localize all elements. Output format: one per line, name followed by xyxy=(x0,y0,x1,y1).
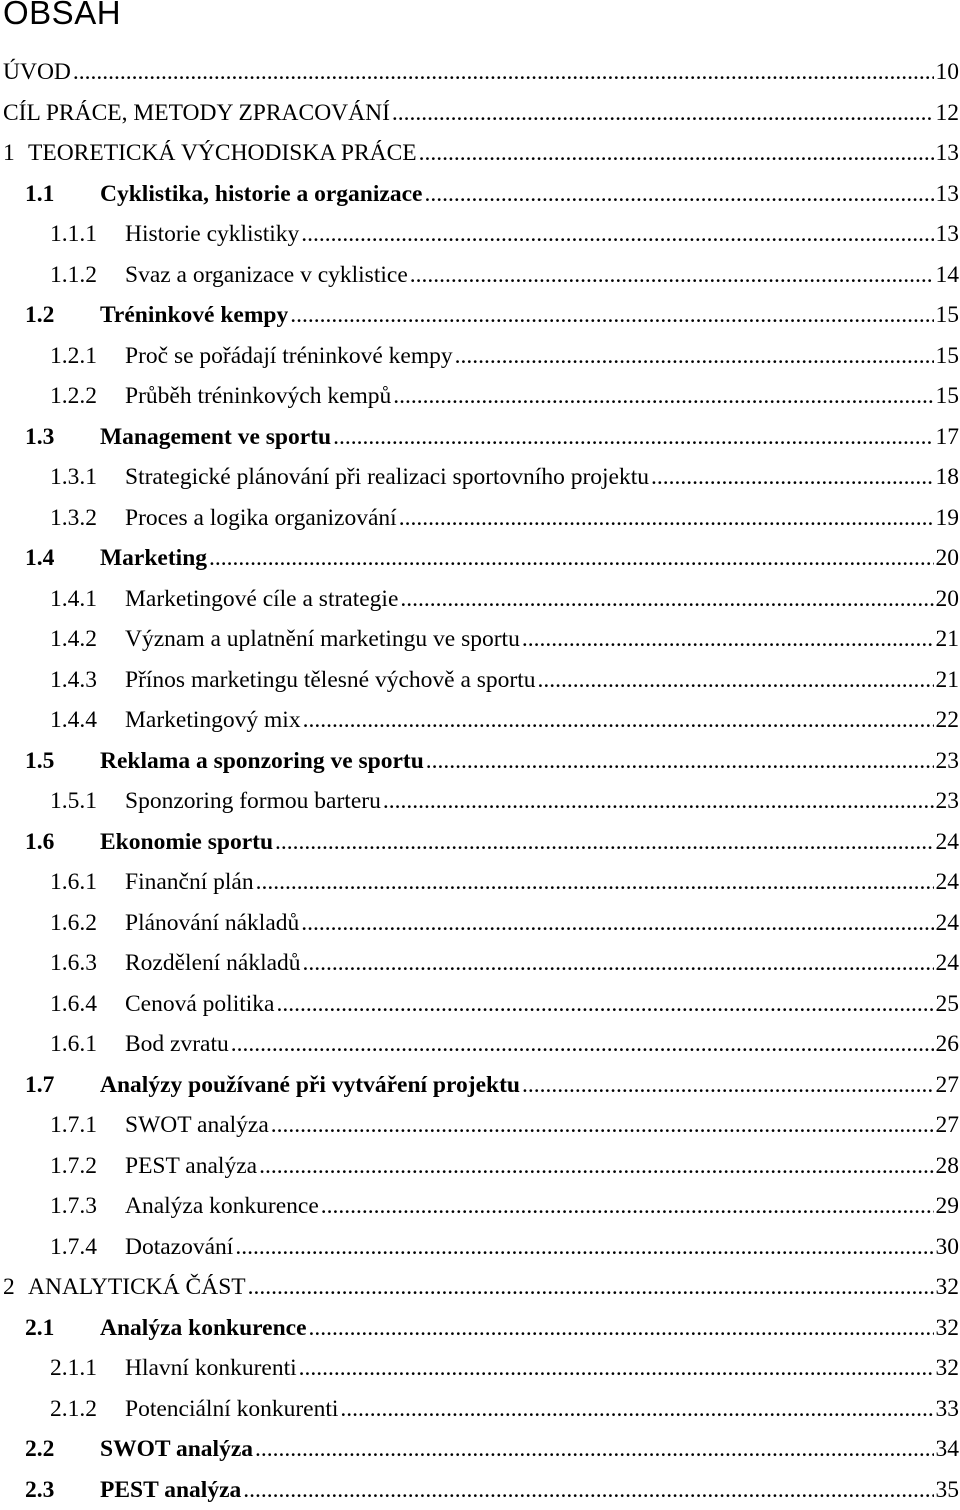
dot-leader xyxy=(309,1308,934,1348)
dot-leader xyxy=(231,1024,934,1064)
toc-entry-number: 1.1 xyxy=(25,174,100,214)
toc-entry[interactable] xyxy=(0,457,960,497)
toc-entry-number: 2.1.1 xyxy=(50,1348,125,1388)
toc-entry-page: 27 xyxy=(936,1065,960,1105)
toc-entry-number: 1.2.2 xyxy=(50,376,125,416)
toc-entry[interactable] xyxy=(0,619,960,659)
toc-entry-number: 1.7.3 xyxy=(50,1186,125,1226)
toc-entry-number: 1.4.4 xyxy=(50,700,125,740)
toc-entry-page: 25 xyxy=(936,984,960,1024)
toc-entry-title: Proč se pořádají tréninkové kempy xyxy=(125,336,453,376)
toc-entry-number: 1.7.2 xyxy=(50,1146,125,1186)
toc-entry-number: 1.2 xyxy=(25,295,100,335)
toc-entry[interactable] xyxy=(0,174,960,214)
toc-entry[interactable] xyxy=(0,1470,960,1510)
toc-entry-title: Rozdělení nákladů xyxy=(125,943,301,983)
toc-entry-page: 33 xyxy=(936,1389,960,1429)
toc-entry[interactable] xyxy=(0,1065,960,1105)
dot-leader xyxy=(424,174,933,214)
dot-leader xyxy=(235,1227,933,1267)
toc-entry-title: Přínos marketingu tělesné výchově a sportu xyxy=(125,660,536,700)
toc-entry-number: 1.4.3 xyxy=(50,660,125,700)
toc-entry[interactable] xyxy=(0,943,960,983)
toc-entry-page: 26 xyxy=(936,1024,960,1064)
toc-entry[interactable] xyxy=(0,781,960,821)
dot-leader xyxy=(275,822,933,862)
toc-entry-page: 15 xyxy=(936,295,960,335)
toc-entry[interactable] xyxy=(0,903,960,943)
toc-entry[interactable] xyxy=(0,295,960,335)
dot-leader xyxy=(276,984,933,1024)
toc-entry-page: 32 xyxy=(936,1267,960,1307)
toc-entry-number: 1.7.1 xyxy=(50,1105,125,1145)
toc-entry-number: 1.3.1 xyxy=(50,457,125,497)
dot-leader xyxy=(400,579,933,619)
dot-leader xyxy=(538,660,934,700)
dot-leader xyxy=(410,255,934,295)
toc-entry-title: Bod zvratu xyxy=(125,1024,229,1064)
toc-entry-page: 19 xyxy=(936,498,960,538)
toc-entry-page: 34 xyxy=(936,1429,960,1469)
toc-entry-title: Management ve sportu xyxy=(100,417,331,457)
toc-entry-page: 17 xyxy=(936,417,960,457)
toc-entry-title: Průběh tréninkových kempů xyxy=(125,376,391,416)
toc-entry-page: 24 xyxy=(936,903,960,943)
toc-entry-title: SWOT analýza xyxy=(100,1429,253,1469)
toc-entry[interactable] xyxy=(0,93,960,133)
toc-entry-number: 1.6.1 xyxy=(50,1024,125,1064)
dot-leader xyxy=(393,376,933,416)
toc-entry-number: 1.1.1 xyxy=(50,214,125,254)
toc-entry-title: Sponzoring formou barteru xyxy=(125,781,381,821)
toc-entry-page: 24 xyxy=(936,943,960,983)
dot-leader xyxy=(243,1470,933,1510)
toc-entry-title: Strategické plánování při realizaci sportovního projektu xyxy=(125,457,649,497)
toc-entry-page: 27 xyxy=(936,1105,960,1145)
toc-entry-title: PEST analýza xyxy=(100,1470,241,1510)
dot-leader xyxy=(303,700,934,740)
toc-entry-title: PEST analýza xyxy=(125,1146,257,1186)
toc-entry-number: 1.4 xyxy=(25,538,100,578)
toc-entry-page: 13 xyxy=(936,214,960,254)
toc-entry-page: 28 xyxy=(936,1146,960,1186)
toc-entry[interactable] xyxy=(0,538,960,578)
toc-entry-page: 18 xyxy=(936,457,960,497)
dot-leader xyxy=(522,619,934,659)
toc-entry-number: 1.5.1 xyxy=(50,781,125,821)
toc-entry-title: Historie cyklistiky xyxy=(125,214,299,254)
dot-leader xyxy=(301,903,933,943)
toc-entry-title: Finanční plán xyxy=(125,862,254,902)
toc-entry[interactable] xyxy=(0,52,960,92)
toc-entry-page: 21 xyxy=(936,619,960,659)
toc-entry-title: Reklama a sponzoring ve sportu xyxy=(100,741,424,781)
toc-entry[interactable] xyxy=(0,1105,960,1145)
toc-entry[interactable] xyxy=(0,498,960,538)
toc-entry-title: Dotazování xyxy=(125,1227,233,1267)
toc-entry-page: 13 xyxy=(936,174,960,214)
toc-entry-page: 24 xyxy=(936,862,960,902)
toc-entry-page: 20 xyxy=(936,579,960,619)
toc-entry-title: Marketingový mix xyxy=(125,700,301,740)
dot-leader xyxy=(455,336,934,376)
toc-entry-number: 1 xyxy=(3,133,28,173)
toc-entry-number: 1.1.2 xyxy=(50,255,125,295)
toc-entry-page: 15 xyxy=(936,336,960,376)
toc-entry-title: Hlavní konkurenti xyxy=(125,1348,297,1388)
toc-entry-number: 1.7 xyxy=(25,1065,100,1105)
toc-entry-number: 2.2 xyxy=(25,1429,100,1469)
toc-entry-number: 1.6 xyxy=(25,822,100,862)
toc-entry-title: Potenciální konkurenti xyxy=(125,1389,338,1429)
toc-entry-page: 13 xyxy=(936,133,960,173)
dot-leader xyxy=(290,295,933,335)
dot-leader xyxy=(248,1267,934,1307)
toc-entry-page: 23 xyxy=(936,781,960,821)
toc-entry[interactable] xyxy=(0,376,960,416)
toc-entry-title: Analýza konkurence xyxy=(100,1308,307,1348)
toc-entry[interactable] xyxy=(0,984,960,1024)
toc-entry-number: 2.1 xyxy=(25,1308,100,1348)
toc-entry[interactable] xyxy=(0,1389,960,1429)
toc-entry-title: CÍL PRÁCE, METODY ZPRACOVÁNÍ xyxy=(3,93,390,133)
dot-leader xyxy=(255,1429,933,1469)
dot-leader xyxy=(256,862,934,902)
toc-entry-title: ÚVOD xyxy=(3,52,71,92)
dot-leader xyxy=(299,1348,934,1388)
toc-entry[interactable] xyxy=(0,1348,960,1388)
dot-leader xyxy=(259,1146,933,1186)
toc-entry-number: 1.5 xyxy=(25,741,100,781)
toc-entry-page: 35 xyxy=(936,1470,960,1510)
toc-entry[interactable] xyxy=(0,133,960,173)
toc-entry-page: 21 xyxy=(936,660,960,700)
toc-entry-title: Analýza konkurence xyxy=(125,1186,319,1226)
toc-entry-title: Marketing xyxy=(100,538,207,578)
toc-entry-title: Ekonomie sportu xyxy=(100,822,273,862)
toc-entry-page: 30 xyxy=(936,1227,960,1267)
toc-entry-number: 1.4.1 xyxy=(50,579,125,619)
toc-entry[interactable] xyxy=(0,822,960,862)
toc-entry-title: Proces a logika organizování xyxy=(125,498,397,538)
toc-entry-number: 1.6.2 xyxy=(50,903,125,943)
toc-entry-page: 29 xyxy=(936,1186,960,1226)
dot-leader xyxy=(426,741,934,781)
toc-entry-title: Cenová politika xyxy=(125,984,274,1024)
toc-entry-title: Cyklistika, historie a organizace xyxy=(100,174,422,214)
toc-entry-page: 12 xyxy=(936,93,960,133)
toc-entry[interactable] xyxy=(0,1146,960,1186)
toc-entry[interactable] xyxy=(0,1267,960,1307)
dot-leader xyxy=(522,1065,934,1105)
toc-entry-title: Svaz a organizace v cyklistice xyxy=(125,255,408,295)
toc-entry[interactable] xyxy=(0,214,960,254)
toc-entry-title: SWOT analýza xyxy=(125,1105,269,1145)
toc-entry-title: Plánování nákladů xyxy=(125,903,299,943)
dot-leader xyxy=(321,1186,934,1226)
dot-leader xyxy=(73,52,934,92)
toc-entry-number: 1.6.1 xyxy=(50,862,125,902)
dot-leader xyxy=(383,781,934,821)
toc-entry-title: Analýzy používané při vytváření projektu xyxy=(100,1065,520,1105)
toc-entry[interactable] xyxy=(0,741,960,781)
toc-entry-page: 23 xyxy=(936,741,960,781)
toc-entry-number: 1.7.4 xyxy=(50,1227,125,1267)
toc-entry[interactable] xyxy=(0,1186,960,1226)
toc-entry-page: 10 xyxy=(936,52,960,92)
dot-leader xyxy=(271,1105,934,1145)
toc-entry-title: TEORETICKÁ VÝCHODISKA PRÁCE xyxy=(28,133,417,173)
toc-entry-number: 2 xyxy=(3,1267,28,1307)
toc-entry[interactable] xyxy=(0,862,960,902)
toc-entry[interactable] xyxy=(0,255,960,295)
page-title: OBSAH xyxy=(3,0,121,32)
dot-leader xyxy=(303,943,934,983)
toc-entry-page: 20 xyxy=(936,538,960,578)
toc-entry[interactable] xyxy=(0,660,960,700)
toc-entry-number: 1.3 xyxy=(25,417,100,457)
toc-entry[interactable] xyxy=(0,1024,960,1064)
dot-leader xyxy=(340,1389,933,1429)
dot-leader xyxy=(333,417,933,457)
toc-entry-title: ANALYTICKÁ ČÁST xyxy=(28,1267,246,1307)
toc-entry-page: 22 xyxy=(936,700,960,740)
toc-entry[interactable] xyxy=(0,417,960,457)
dot-leader xyxy=(209,538,933,578)
toc-entry-page: 32 xyxy=(936,1348,960,1388)
toc-entry-number: 2.3 xyxy=(25,1470,100,1510)
toc-entry-number: 2.1.2 xyxy=(50,1389,125,1429)
toc-entry-page: 32 xyxy=(936,1308,960,1348)
toc-entry-number: 1.6.3 xyxy=(50,943,125,983)
toc-entry-number: 1.2.1 xyxy=(50,336,125,376)
toc-entry[interactable] xyxy=(0,700,960,740)
dot-leader xyxy=(651,457,933,497)
toc-entry-number: 1.6.4 xyxy=(50,984,125,1024)
toc-entry-title: Tréninkové kempy xyxy=(100,295,288,335)
toc-entry-page: 15 xyxy=(936,376,960,416)
dot-leader xyxy=(419,133,934,173)
toc-entry-title: Marketingové cíle a strategie xyxy=(125,579,398,619)
toc-entry-number: 1.4.2 xyxy=(50,619,125,659)
toc-entry-page: 14 xyxy=(936,255,960,295)
toc-entry-number: 1.3.2 xyxy=(50,498,125,538)
toc-entry-title: Význam a uplatnění marketingu ve sportu xyxy=(125,619,520,659)
dot-leader xyxy=(301,214,933,254)
dot-leader xyxy=(399,498,934,538)
toc-entry[interactable] xyxy=(0,1308,960,1348)
toc-entry[interactable] xyxy=(0,1429,960,1469)
dot-leader xyxy=(392,93,934,133)
toc-entry[interactable] xyxy=(0,1227,960,1267)
toc-entry-page: 24 xyxy=(936,822,960,862)
toc-entry[interactable] xyxy=(0,579,960,619)
toc-entry[interactable] xyxy=(0,336,960,376)
